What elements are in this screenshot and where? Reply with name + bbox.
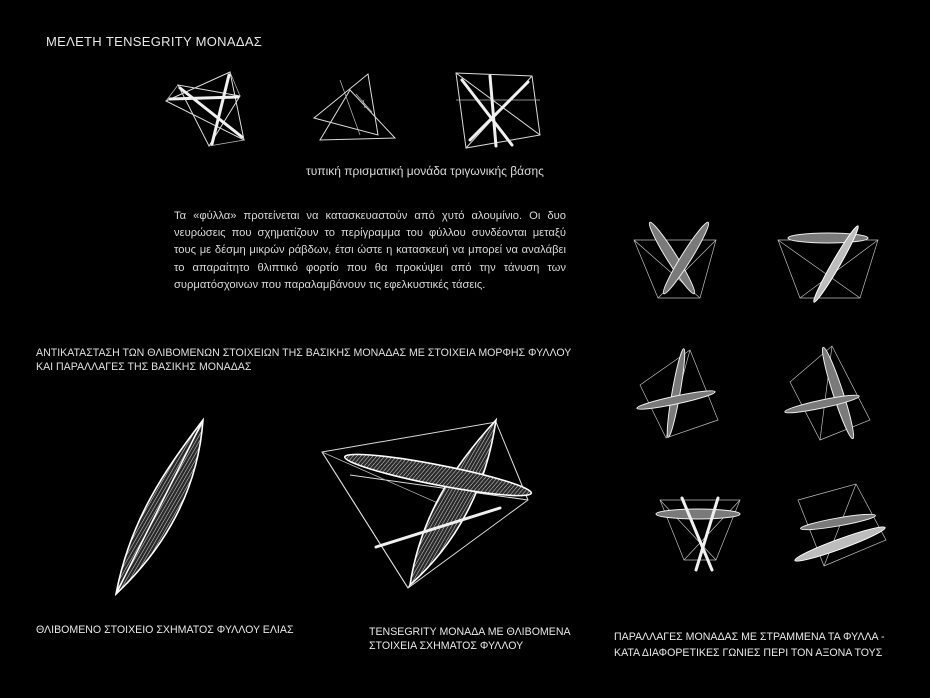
description-paragraph: Τα «φύλλα» προτείνεται να κατασκευαστούν από χυτό αλουμίνιο. Οι δυο νευρώσεις που σχηματίζουν το περίγραμμα του φύλλου συνδέονται μεταξύ τους με δέσμη μικρών ράβδων, έτσι ώστε η κατασκευή να μπορεί να αναλάβει το απαραίτητο θλιπτικό φορτίο που θα προκύψει από την τάνυση των συρματόσχοινων που παραλαμβάνουν τις εφελκυστικές τάσεις. bbox=[174, 210, 566, 291]
variations-caption bbox=[614, 629, 885, 661]
variation-5 bbox=[656, 498, 740, 570]
tensegrity-caption-line-1: TENSEGRITY ΜΟΝΑΔΑ ΜΕ ΘΛΙΒΟΜΕΝΑ bbox=[369, 626, 571, 638]
variations-caption-line-1: ΠΑΡΑΛΛΑΓΕΣ ΜΟΝΑΔΑΣ ΜΕ ΣΤΡΑΜΜΕΝΑ ΤΑ ΦΥΛΛΑ - bbox=[614, 631, 885, 643]
variations-caption-line-2: ΚΑΤΑ ΔΙΑΦΟΡΕΤΙΚΕΣ ΓΩΝΙΕΣ ΠΕΡΙ ΤΟΝ ΑΞΟΝΑ ΤΟΥΣ bbox=[614, 647, 883, 659]
variation-3 bbox=[636, 348, 718, 438]
olive-leaf-element bbox=[116, 420, 203, 594]
section-heading-line-1: ΑΝΤΙΚΑΤΑΣΤΑΣΗ ΤΩΝ ΘΛΙΒΟΜΕΝΩΝ ΣΤΟΙΧΕΙΩΝ ΤΗΣ ΒΑΣΙΚΗΣ ΜΟΝΑΔΑΣ ΜΕ ΣΤΟΙΧΕΙΑ ΜΟΡΦΗΣ ΦΥΛΛΟΥ bbox=[36, 347, 572, 359]
page-title: ΜΕΛΕΤΗ TENSEGRITY ΜΟΝΑΔΑΣ bbox=[46, 34, 263, 49]
prism-caption: τυπική πρισματική μονάδα τριγωνικής βάσης bbox=[306, 164, 544, 178]
section-heading-line-2: ΚΑΙ ΠΑΡΑΛΛΑΓΕΣ ΤΗΣ ΒΑΣΙΚΗΣ ΜΟΝΑΔΑΣ bbox=[36, 361, 252, 373]
prism-unit-3 bbox=[456, 73, 540, 148]
variation-1 bbox=[634, 220, 716, 298]
variation-2 bbox=[778, 224, 878, 304]
variation-6 bbox=[793, 484, 887, 566]
variation-4 bbox=[784, 346, 870, 440]
tensegrity-caption bbox=[369, 625, 571, 653]
tensegrity-caption-line-2: ΣΤΟΙΧΕΙΑ ΣΧΗΜΑΤΟΣ ΦΥΛΛΟΥ bbox=[369, 640, 524, 652]
prism-unit-2 bbox=[314, 74, 395, 140]
prism-unit-1 bbox=[166, 72, 244, 146]
section-heading bbox=[36, 346, 571, 374]
tensegrity-leaf-unit bbox=[322, 420, 533, 588]
olive-leaf-caption: ΘΛΙΒΟΜΕΝΟ ΣΤΟΙΧΕΙΟ ΣΧΗΜΑΤΟΣ ΦΥΛΛΟΥ ΕΛΙΑΣ bbox=[36, 624, 294, 636]
